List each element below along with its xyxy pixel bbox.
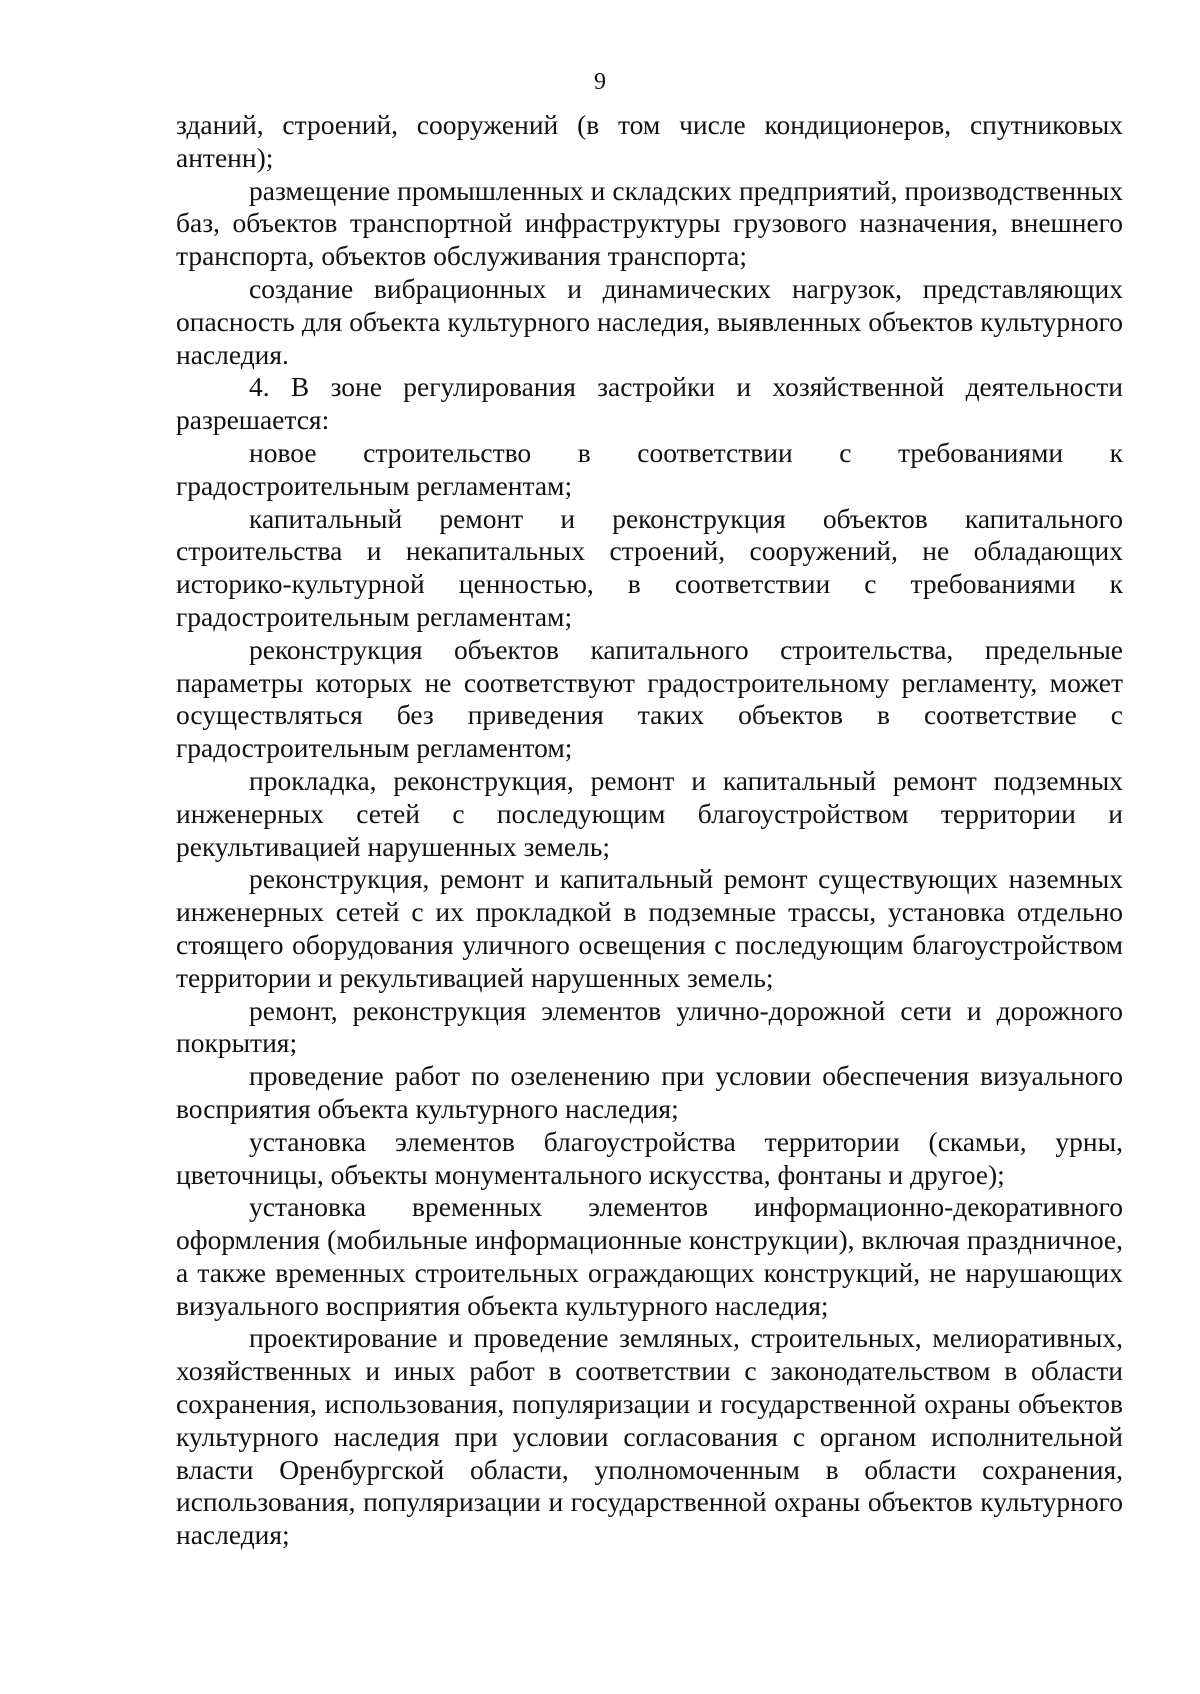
paragraph-industrial-placement: размещение промышленных и складских предприятий, производственных баз, объектов транспортной инфраструктуры грузового назначения, внешнего транспорта, объектов обслуживания транспорта; [176, 174, 1123, 272]
paragraph-continuation: зданий, строений, сооружений (в том числе кондиционеров, спутниковых антенн); [176, 109, 1123, 173]
paragraph-landscaping: проведение работ по озеленению при условии обеспечения визуального восприятия объекта культурного наследия; [176, 1060, 1123, 1124]
paragraph-underground-networks: прокладка, реконструкция, ремонт и капитальный ремонт подземных инженерных сетей с последующим благоустройством территории и рекультивацией нарушенных земель; [176, 764, 1123, 862]
document-body [176, 109, 1123, 1552]
paragraph-vibration-loads: создание вибрационных и динамических нагрузок, представляющих опасность для объекта культурного наследия, выявленных объектов культурного наследия. [176, 272, 1123, 370]
paragraph-design-works: проектирование и проведение земляных, строительных, мелиоративных, хозяйственных и иных работ в соответствии с законодательством в области сохранения, использования, популяризации и государственной охраны объектов культурного наследия при условии согласования с органом исполнительной власти Оренбургской области, уполномоченным в области сохранения, использования, популяризации и государственной охраны объектов культурного наследия; [176, 1322, 1123, 1551]
page-number: 9 [594, 69, 606, 95]
paragraph-reconstruction: реконструкция объектов капитального строительства, предельные параметры которых не соответствуют градостроительному регламенту, может осуществляться без приведения таких объектов в соответствие с градостроительным регламентом; [176, 633, 1123, 764]
paragraph-temporary-elements: установка временных элементов информационно-декоративного оформления (мобильные информационные конструкции), включая праздничное, а также временных строительных ограждающих конструкций, не нарушающих визуального восприятия объекта культурного наследия; [176, 1191, 1123, 1321]
paragraph-road-network: ремонт, реконструкция элементов улично-дорожной сети и дорожного покрытия; [176, 994, 1123, 1059]
paragraph-amenities: установка элементов благоустройства территории (скамьи, урны, цветочницы, объекты монументального искусства, фонтаны и другое); [176, 1125, 1123, 1190]
paragraph-capital-repair: капитальный ремонт и реконструкция объектов капитального строительства и некапитальных строений, сооружений, не обладающих историко-культурной ценностью, в соответствии с требованиями к градостроительным регламентам; [176, 502, 1123, 632]
paragraph-section-4-heading: 4. В зоне регулирования застройки и хозяйственной деятельности разрешается: [176, 371, 1123, 436]
paragraph-surface-networks: реконструкция, ремонт и капитальный ремонт существующих наземных инженерных сетей с их прокладкой в подземные трассы, установка отдельно стоящего оборудования уличного освещения с последующим благоустройством территории и рекультивацией нарушенных земель; [176, 863, 1123, 993]
paragraph-new-construction: новое строительство в соответствии с требованиями к градостроительным регламентам; [176, 436, 1123, 501]
